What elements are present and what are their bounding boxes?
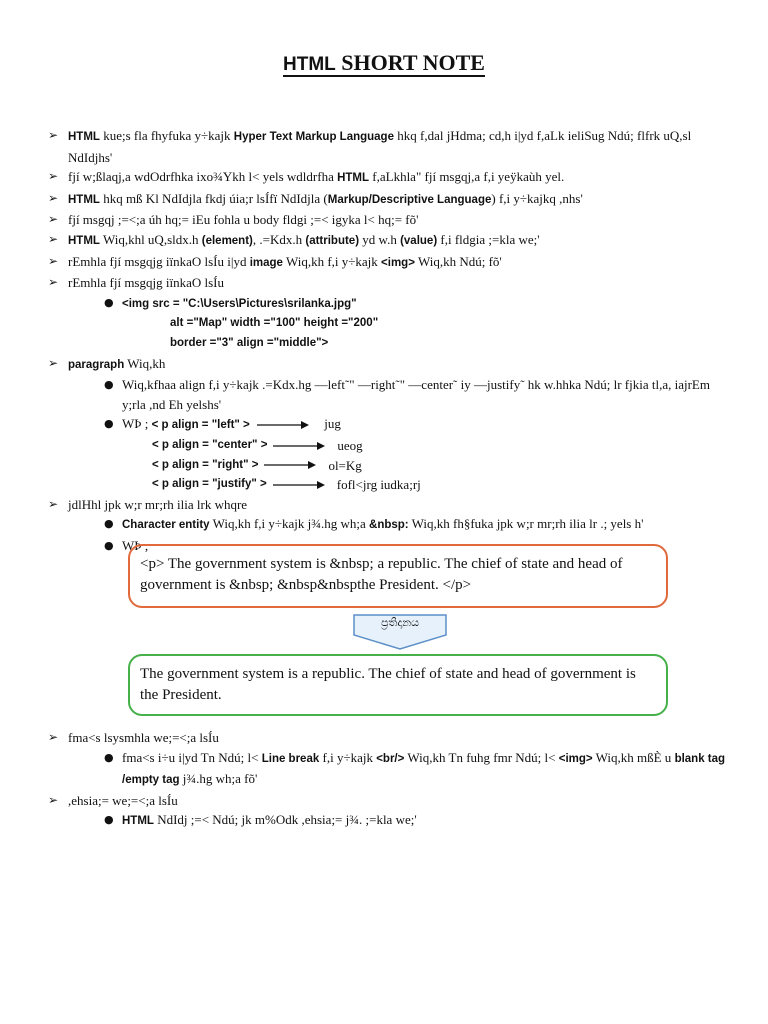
bullet-code: <img> — [381, 256, 415, 269]
title-html: HTML — [283, 54, 336, 75]
arrow-bullet-icon: ➢ — [48, 212, 59, 227]
bullet-code: <img> — [558, 752, 593, 765]
sub-text: Wiq,kh mßÈ u — [592, 749, 675, 765]
bullet-item — [48, 210, 728, 230]
img-code-item — [48, 293, 728, 315]
palign-result: jug — [324, 416, 341, 432]
arrow-bullet-icon: ➢ — [48, 169, 59, 184]
right-arrow-icon — [264, 460, 316, 470]
sub-text: Wiq,kh f,i y÷kajk j¾.hg wh;a — [209, 516, 370, 532]
arrow-bullet-icon: ➢ — [48, 275, 59, 290]
palign-row — [48, 475, 728, 495]
bullet-text: yd w.h — [359, 231, 401, 247]
bullet-item — [48, 126, 728, 167]
dot-bullet-icon: ● — [104, 417, 114, 431]
palign-code: < p align = "right" > — [152, 458, 259, 471]
dot-bullet-icon: ● — [104, 517, 114, 531]
bullet-code: HTML — [68, 131, 100, 143]
bullet-item — [48, 273, 728, 293]
bullet-code: (value) — [400, 234, 438, 247]
bullet-code: Hyper Text Markup Language — [233, 131, 394, 143]
bullet-item — [48, 728, 728, 748]
palign-row — [48, 456, 728, 476]
bullet-code: HTML — [68, 193, 100, 206]
sub-item — [48, 414, 728, 436]
right-arrow-icon — [273, 480, 325, 490]
notes-lower — [48, 728, 728, 832]
bullet-text: jdlHhl jpk w;r mr;rh ilia lrk whqre — [68, 496, 248, 512]
bullet-code: paragraph — [68, 358, 125, 371]
code-line: alt ="Map" width ="100" height ="200" — [170, 317, 379, 330]
arrow-bullet-icon: ➢ — [48, 231, 59, 246]
bullet-item — [48, 230, 728, 252]
bullet-code: HTML — [337, 172, 370, 185]
sub-item — [48, 514, 728, 536]
bullet-text: fjí w;ßlaqj,a wdOdrfhka ixo¾Ykh l< yels wdldrfha — [68, 169, 338, 185]
bullet-code: Markup/Descriptive Language — [327, 193, 492, 206]
sub-item — [48, 748, 728, 791]
arrow-bullet-icon: ➢ — [48, 730, 59, 744]
bullet-text: f,i fldgia ;=kla we;' — [437, 231, 540, 247]
bullet-text: fjí msgqj ;=<;a úh hq;= iEu fohla u body fldgi ;=< igyka l< hq;= fõ' — [68, 212, 419, 228]
sub-item — [48, 810, 728, 832]
bullet-text: Wiq,khl uQ,sldx.h — [99, 231, 202, 247]
sub-text: WÞ ; — [122, 416, 149, 432]
bullet-code: Character entity — [122, 519, 210, 532]
bullet-item — [48, 354, 728, 376]
palign-result: ueog — [337, 437, 363, 453]
bullet-item — [48, 252, 728, 274]
bullet-text: ,ehsia;= we;=<;a lsÍu — [68, 792, 178, 808]
bullet-text: f,aLkhla" fjí msgqj,a f,i yeÿkaùh yel. — [369, 169, 565, 185]
bullet-item — [48, 791, 728, 811]
right-arrow-icon — [257, 420, 309, 430]
bullet-text: Wiq,kh f,i y÷kajk — [282, 253, 382, 269]
sub-text: f,i y÷kajk — [319, 749, 377, 765]
bullet-code: (element) — [201, 234, 253, 247]
arrow-bullet-icon: ➢ — [48, 355, 59, 370]
dot-bullet-icon: ● — [104, 295, 114, 309]
palign-row — [48, 436, 728, 456]
bullet-item — [48, 189, 728, 211]
sub-text: WÞ ; — [122, 537, 149, 553]
sub-text: Wiq,kh fh§fuka jpk w;r mr;rh ilia lr .; yels h' — [408, 516, 644, 532]
sub-text: Wiq,kfhaa align f,i y÷kajk .=Kdx.hg ―left˜" ―right˜" ―center˜ iy ―justify˜ hk w.hhka Ndú; lr fjkia tl,a, iajrEm y;rla ,nd Eh yelshs' — [122, 377, 710, 412]
palign-code: < p align = "justify" > — [152, 478, 267, 491]
dot-bullet-icon: ● — [104, 378, 114, 392]
bullet-text: rEmhla fjí msgqjg iïnkaO lsÍu i|yd — [68, 253, 250, 269]
bullet-text: Wiq,kh Ndú; fõ' — [414, 253, 502, 269]
bullet-text: ) f,i y÷kajkq ,nhs' — [491, 190, 583, 206]
palign-result: fofl<jrg iudka;rj — [336, 477, 421, 493]
bullet-code: <br/> — [376, 752, 405, 765]
sub-text: NdIdj ;=< Ndú; jk m%Odk ,ehsia;= j¾. ;=kla we;' — [153, 812, 417, 828]
notes-content — [48, 126, 728, 555]
arrow-bullet-icon: ➢ — [48, 496, 59, 511]
bullet-code: HTML — [68, 234, 100, 247]
sub-text: fma<s i÷u i|yd Tn Ndú; l< — [122, 749, 262, 765]
code-example-box: <p> The government system is &nbsp; a republic. The chief of state and head of government is &nbsp; &nbsp&nbspthe President. </p> — [128, 544, 668, 608]
bullet-text: rEmhla fjí msgqjg iïnkaO lsÍu — [68, 275, 224, 291]
sub-text: j¾.hg wh;a fõ' — [179, 771, 258, 787]
bullet-item — [48, 167, 728, 189]
bullet-item — [48, 495, 728, 515]
title-rest: SHORT NOTE — [341, 50, 485, 75]
bullet-code: (attribute) — [305, 234, 360, 247]
palign-code: < p align = "left" > — [151, 419, 250, 432]
bullet-text: Wiq,kh — [124, 355, 166, 371]
dot-bullet-icon: ● — [104, 538, 114, 552]
bullet-code: Line break — [261, 752, 320, 765]
arrow-bullet-icon: ➢ — [48, 253, 59, 268]
right-arrow-icon — [273, 441, 325, 451]
arrow-bullet-icon: ➢ — [48, 190, 59, 205]
arrow-bullet-icon: ➢ — [48, 792, 59, 807]
palign-result: ol=Kg — [328, 457, 362, 473]
sub-item — [48, 375, 728, 414]
page-title — [0, 50, 768, 76]
bullet-text: hkq mß Kl NdIdjla fkdj úia;r lsÍfï NdIdjla ( — [99, 190, 328, 206]
bullet-text: hkq f,dal jHdma; cd,h i|yd f,aLk ieliSug Ndú; flfrk uQ,sl NdIdjhs' — [68, 128, 692, 165]
code-line: <img src = "C:\Users\Pictures\srilanka.jpg" — [122, 297, 357, 310]
bullet-text: kue;s fla fhyfuka y÷kajk — [99, 128, 234, 143]
arrow-bullet-icon: ➢ — [48, 128, 59, 142]
bullet-code: HTML — [122, 815, 154, 828]
bullet-text: fma<s lsysmhla we;=<;a lsÍu — [68, 730, 219, 745]
bullet-text: , .=Kdx.h — [252, 231, 306, 247]
code-line: border ="3" align ="middle"> — [170, 336, 329, 349]
bullet-code: blank tag /empty tag — [122, 752, 726, 787]
dot-bullet-icon: ● — [104, 750, 114, 764]
sub-text: Wiq,kh Tn fuhg fmr Ndú; l< — [404, 749, 559, 765]
bullet-code: &nbsp: — [369, 519, 409, 532]
dot-bullet-icon: ● — [104, 813, 114, 827]
output-pointer — [352, 613, 448, 656]
bullet-code: image — [249, 256, 283, 269]
pointer-label: ප්‍රතිදානය — [380, 616, 420, 629]
palign-code: < p align = "center" > — [152, 438, 268, 451]
output-example-box: The government system is a republic. The chief of state and head of government is the President. — [128, 654, 668, 716]
